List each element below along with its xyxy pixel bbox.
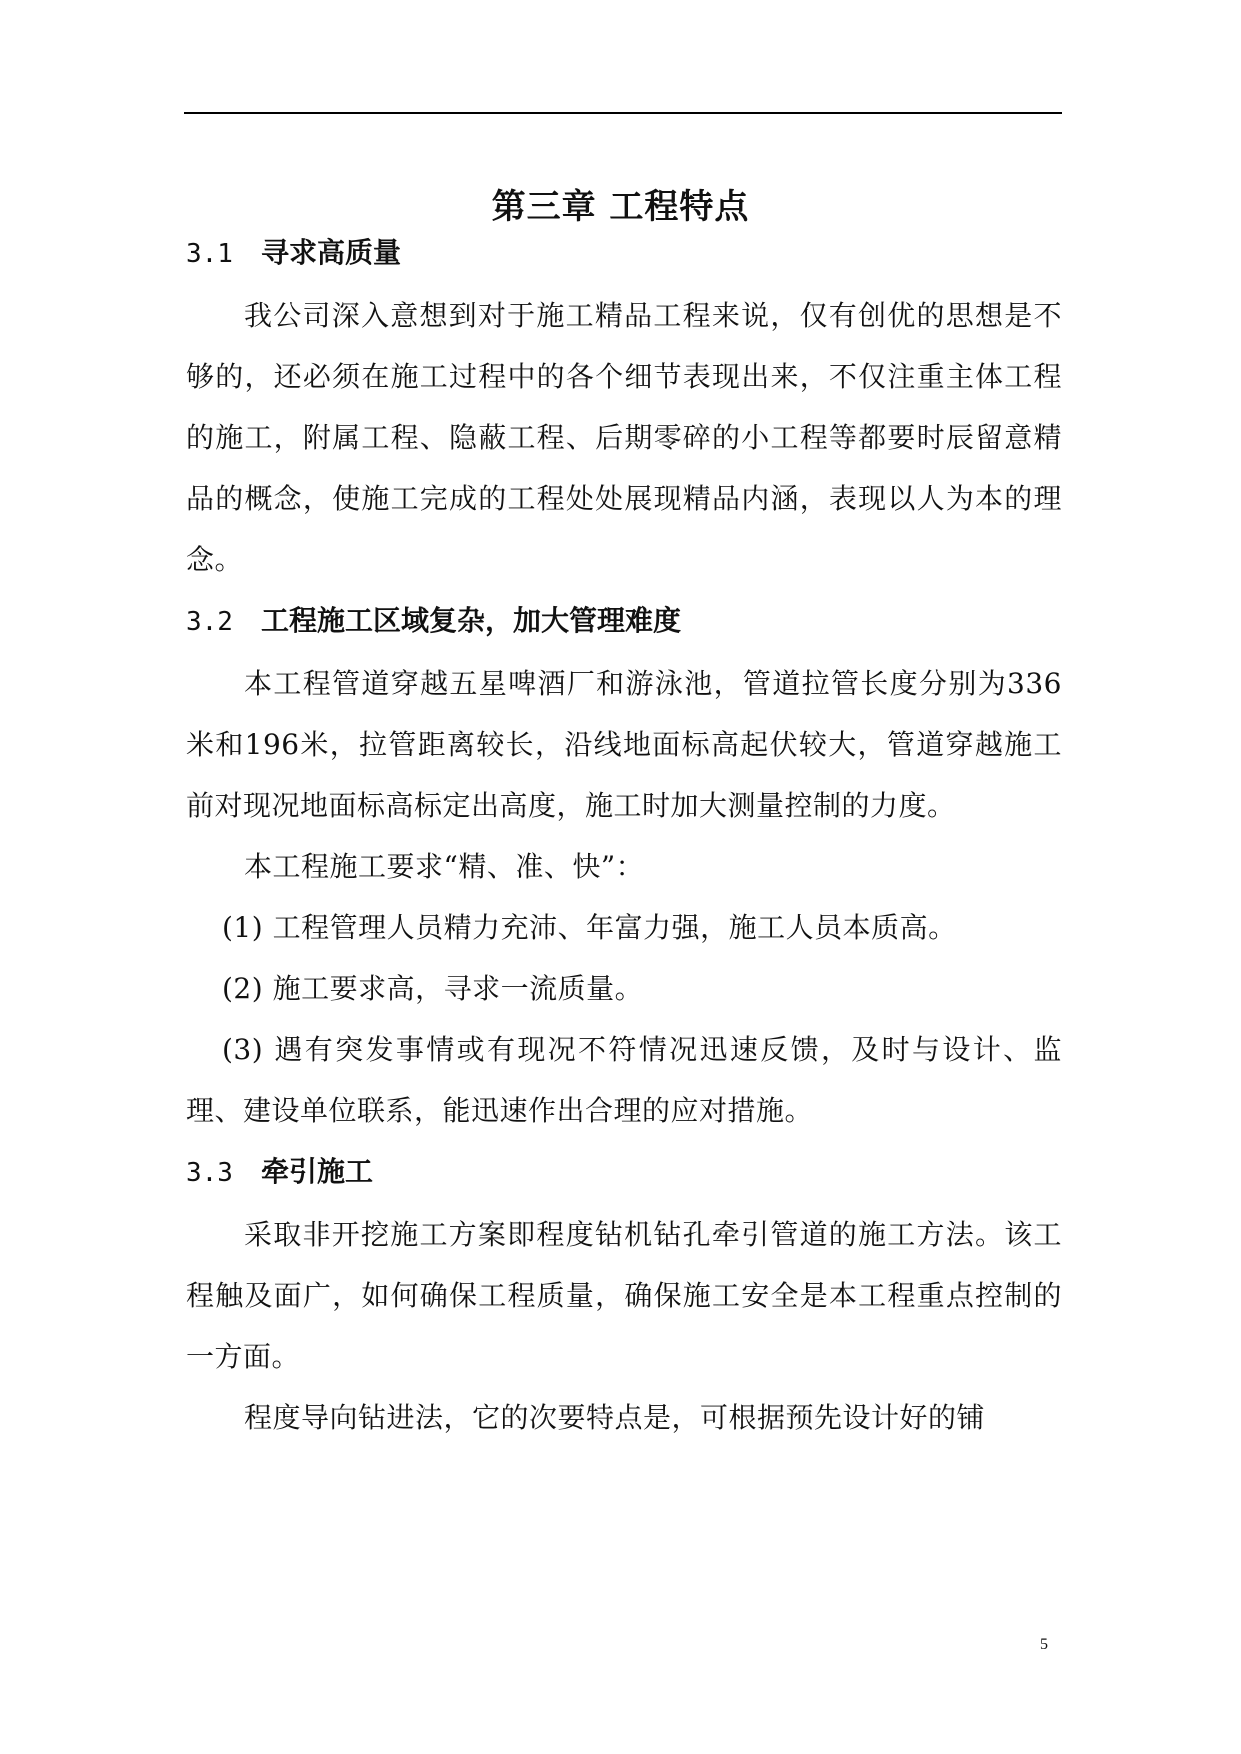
list-item: (2) 施工要求高，寻求一流质量。 [222,972,644,1005]
list-item: (3) 遇有突发事情或有现况不符情况迅速反馈，及时与设计、监理、建设单位联系，能迅速作出合理的应对措施。 [186,1033,1062,1127]
section-title: 工程施工区域复杂，加大管理难度 [261,604,682,637]
paragraph: 程度导向钻进法，它的次要特点是，可根据预先设计好的铺 [244,1401,986,1434]
section-number: 3.1 [186,239,233,269]
section-number: 3.3 [186,1158,233,1188]
paragraph: 我公司深入意想到对于施工精品工程来说，仅有创优的思想是不够的，还必须在施工过程中的各个细节表现出来，不仅注重主体工程的施工，附属工程、隐蔽工程、后期零碎的小工程等都要时辰留意精品的概念，使施工完成的工程处处展现精品内涵，表现以人为本的理念。 [186,299,1062,576]
header-rule [184,112,1062,114]
chapter-title: 第三章 工程特点 [491,186,750,227]
page-number: 5 [1040,1636,1048,1653]
section-heading-3-2 [186,590,1062,653]
section-heading-3-3 [186,1141,1062,1204]
paragraph: 采取非开挖施工方案即程度钻机钻孔牵引管道的施工方法。该工程触及面广，如何确保工程质量，确保施工安全是本工程重点控制的一方面。 [186,1218,1062,1373]
document-body [186,222,1062,1448]
section-number: 3.2 [186,607,233,637]
paragraph: 本工程管道穿越五星啤酒厂和游泳池，管道拉管长度分别为336米和196米，拉管距离较长，沿线地面标高起伏较大，管道穿越施工前对现况地面标高标定出高度，施工时加大测量控制的力度。 [186,667,1062,822]
section-title: 寻求高质量 [261,236,402,269]
paragraph: 本工程施工要求“精、准、快”： [244,850,645,883]
section-heading-3-1 [186,222,1062,285]
list-item: (1) 工程管理人员精力充沛、年富力强，施工人员本质高。 [222,911,957,944]
section-title: 牵引施工 [261,1155,374,1188]
